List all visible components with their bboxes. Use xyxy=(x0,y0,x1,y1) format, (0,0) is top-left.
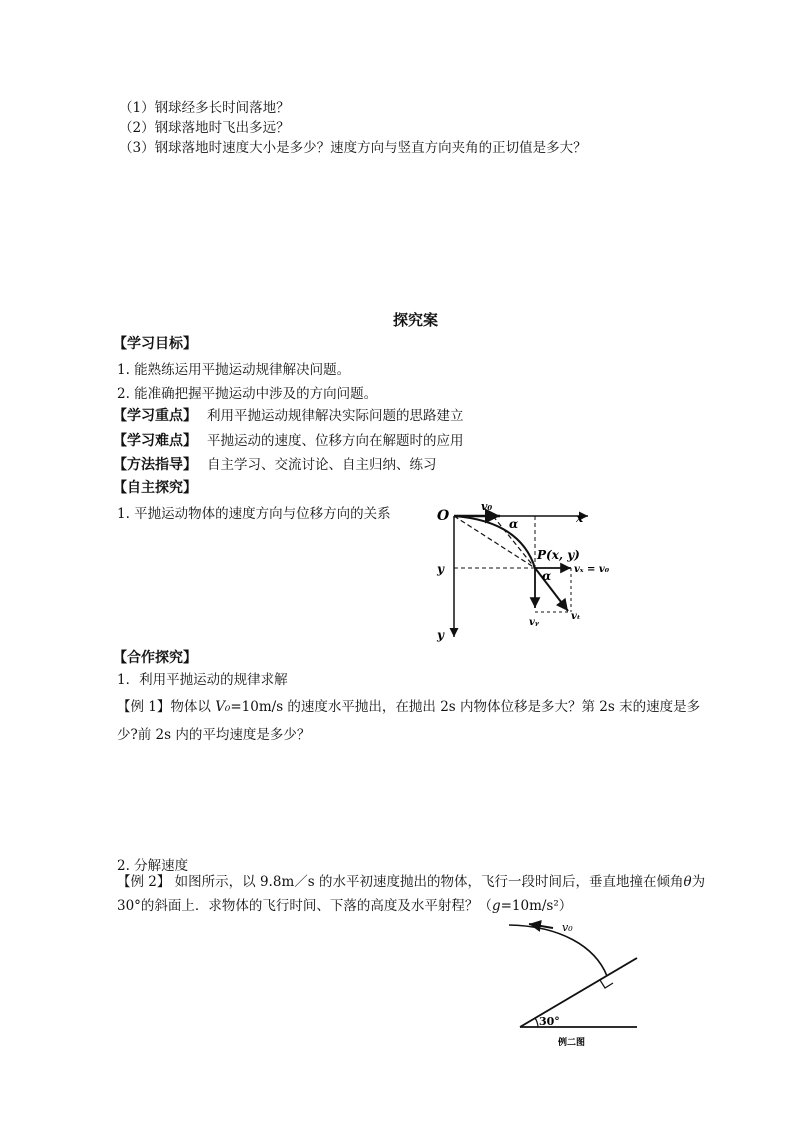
vt-arrow xyxy=(535,568,568,611)
difficulty-row xyxy=(113,429,464,450)
example-1-pre: 物体以 xyxy=(170,699,216,715)
learning-goals-header: 【学习目标】 xyxy=(113,336,197,352)
point-p-label: P(x, y) xyxy=(537,548,580,562)
question-1: （1）钢球经多长时间落地？ xyxy=(119,100,290,116)
question-3: （3）钢球落地时速度大小是多少？速度方向与竖直方向夹角的正切值是多大？ xyxy=(119,140,587,156)
example-1 xyxy=(117,693,707,749)
section-title: 探究案 xyxy=(393,311,439,329)
vt-label: vₜ xyxy=(571,611,581,622)
incline-diagram xyxy=(500,918,650,1053)
angle-arc xyxy=(535,1018,538,1027)
cooperative-header: 【合作探究】 xyxy=(113,650,197,666)
self-explore-header: 【自主探究】 xyxy=(113,480,197,496)
key-point-text: 利用平抛运动规律解决实际问题的思路建立 xyxy=(207,408,464,424)
learning-goal-1: 1. 能熟练运用平抛运动规律解决问题。 xyxy=(117,362,351,378)
example-2-theta: θ xyxy=(683,874,692,890)
difficulty-text: 平抛运动的速度、位移方向在解题时的应用 xyxy=(207,433,464,449)
projectile-velocity-diagram xyxy=(425,495,630,645)
right-angle-mark xyxy=(600,980,613,988)
angle-label: 30° xyxy=(539,1015,560,1028)
v0-label: v₀ xyxy=(481,500,493,513)
alpha-label-top: α xyxy=(509,517,519,531)
method-row xyxy=(113,453,437,474)
example-1-text: =10m/s 的速度水平抛出，在抛出 2s 内物体位移是多大？第 2s 末的速度是多少?前 2s 内的平均速度是多少？ xyxy=(117,699,701,743)
vy-label: vᵧ xyxy=(529,617,539,628)
example-2-pre: 如图所示，以 9.8m／s 的水平初速度抛出的物体，飞行一段时间后，垂直地撞在倾角 xyxy=(170,874,684,890)
x-axis-label: x xyxy=(576,511,584,525)
method-text: 自主学习、交流讨论、自主归纳、练习 xyxy=(207,457,437,473)
incline-line xyxy=(520,958,637,1027)
example-1-label: 【例 1】 xyxy=(117,699,171,715)
example-2 xyxy=(117,870,707,918)
cooperative-item-2: 2. 分解速度 xyxy=(117,858,189,874)
y-mark-label: y xyxy=(437,562,444,576)
vx-label: vₓ = v₀ xyxy=(574,564,610,575)
learning-goal-2: 2. 能准确把握平抛运动中涉及的方向问题。 xyxy=(117,386,378,402)
key-point-header: 【学习重点】 xyxy=(113,408,197,424)
example-2-end: =10m/s²） xyxy=(500,898,573,914)
trajectory-arc xyxy=(509,925,607,976)
example-2-g: g xyxy=(491,898,501,914)
self-explore-item: 1. 平抛运动物体的速度方向与位移方向的关系 xyxy=(117,506,391,522)
y-axis-label: y xyxy=(437,628,444,642)
cooperative-item-1: 1．利用平抛运动的规律求解 xyxy=(117,672,288,688)
alpha-label-p: α xyxy=(542,569,552,583)
origin-label: O xyxy=(437,508,450,524)
question-2: （2）钢球落地时飞出多远？ xyxy=(119,120,290,136)
method-header: 【方法指导】 xyxy=(113,457,197,473)
v0-label-2: v₀ xyxy=(562,921,573,934)
example-1-var: V₀ xyxy=(215,699,231,715)
example-2-post: 为 30°的斜面上．求物体的飞行时间、下落的高度及水平射程？（ xyxy=(117,874,706,914)
example-2-label: 【例 2】 xyxy=(117,874,171,890)
difficulty-header: 【学习难点】 xyxy=(113,433,197,449)
figure-caption: 例二图 xyxy=(558,1038,586,1048)
key-point-row xyxy=(113,404,464,425)
